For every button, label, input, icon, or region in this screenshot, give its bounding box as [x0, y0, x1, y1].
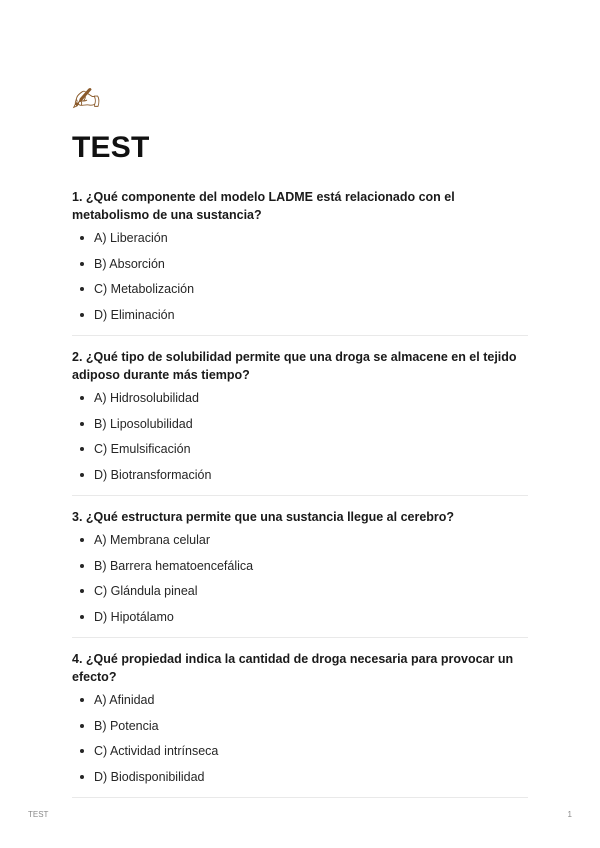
footer-document-title: TEST: [28, 810, 49, 819]
option-list: [72, 229, 528, 324]
option-item: D) Biotransformación: [72, 466, 528, 484]
option-item: B) Absorción: [72, 255, 528, 273]
option-list: [72, 531, 528, 626]
question-3: [72, 508, 528, 638]
option-item: A) Liberación: [72, 229, 528, 247]
page-number: 1: [567, 810, 572, 819]
question-text: 1. ¿Qué componente del modelo LADME está relacionado con el metabolismo de una sustancia?: [72, 190, 455, 222]
question-4: [72, 650, 528, 798]
option-item: C) Metabolización: [72, 280, 528, 298]
question-text: 3. ¿Qué estructura permite que una sustancia llegue al cerebro?: [72, 510, 455, 524]
question-list: [72, 188, 528, 798]
page-title: TEST: [72, 131, 150, 164]
option-item: A) Membrana celular: [72, 531, 528, 549]
question-text: 2. ¿Qué tipo de solubilidad permite que una droga se almacene en el tejido adiposo durante más tiempo?: [72, 350, 517, 382]
option-item: A) Afinidad: [72, 691, 528, 709]
option-item: C) Glándula pineal: [72, 582, 528, 600]
option-item: B) Potencia: [72, 717, 528, 735]
option-item: C) Emulsificación: [72, 440, 528, 458]
question-1: [72, 188, 528, 336]
writing-hand-icon: ✍: [72, 80, 101, 120]
option-item: B) Barrera hematoencefálica: [72, 557, 528, 575]
option-item: D) Hipotálamo: [72, 608, 528, 626]
option-list: [72, 389, 528, 484]
option-item: D) Biodisponibilidad: [72, 768, 528, 786]
document-page: [72, 78, 528, 810]
option-item: D) Eliminación: [72, 306, 528, 324]
question-2: [72, 348, 528, 496]
option-item: A) Hidrosolubilidad: [72, 389, 528, 407]
option-item: B) Liposolubilidad: [72, 415, 528, 433]
option-list: [72, 691, 528, 786]
question-text: 4. ¿Qué propiedad indica la cantidad de droga necesaria para provocar un efecto?: [72, 652, 514, 684]
option-item: C) Actividad intrínseca: [72, 742, 528, 760]
